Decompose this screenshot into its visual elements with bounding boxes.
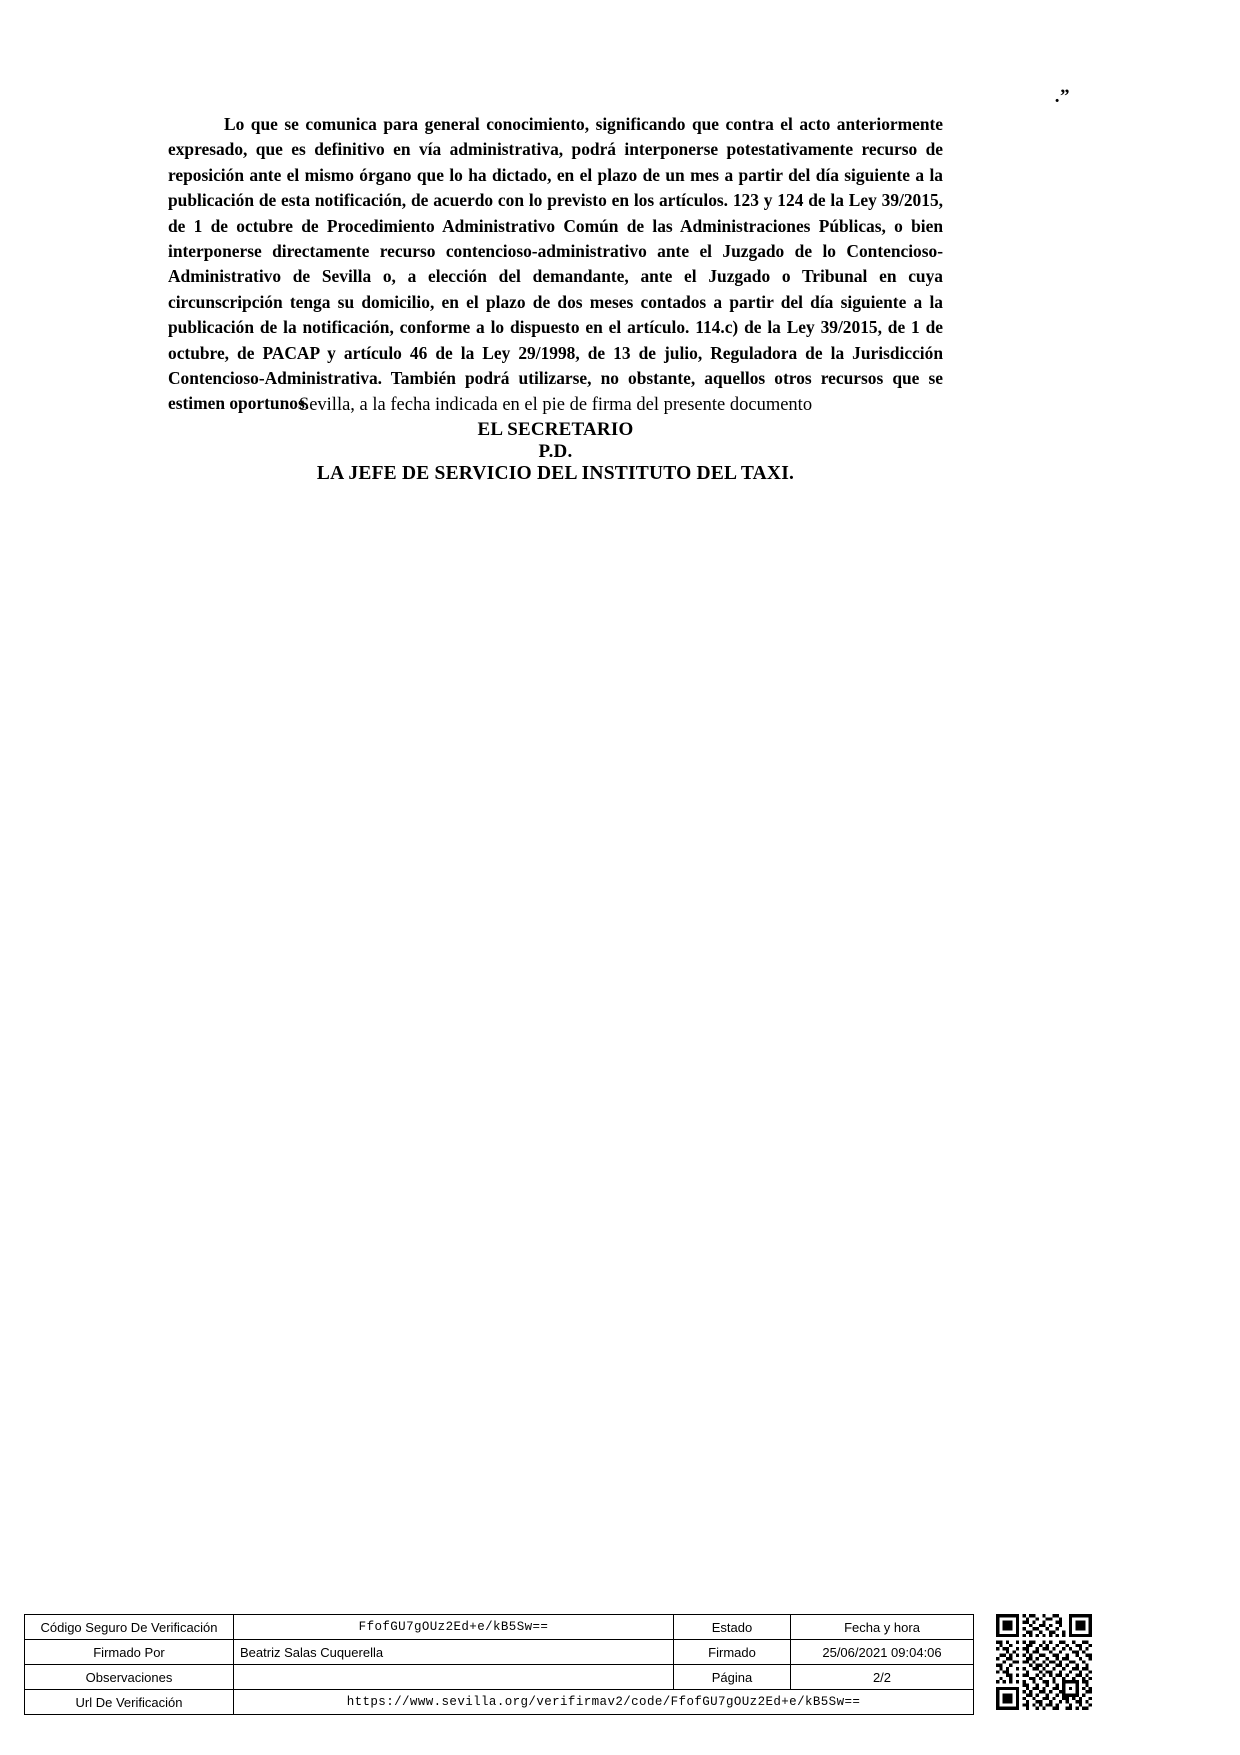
signature-title: LA JEFE DE SERVICIO DEL INSTITUTO DEL TAXI. [316,463,795,484]
label-observations: Observaciones [25,1665,234,1690]
table-row [25,1615,974,1640]
label-signed-by: Firmado Por [25,1640,234,1665]
qr-code-icon [996,1614,1092,1710]
value-state: Firmado [674,1640,791,1665]
label-state: Estado [674,1615,791,1640]
place-and-date: Sevilla, a la fecha indicada en el pie de firma del presente documento [298,395,813,415]
table-row [25,1640,974,1665]
signature-delegation: P.D. [538,441,573,462]
table-row [25,1665,974,1690]
value-csv: FfofGU7gOUz2Ed+e/kB5Sw== [234,1615,674,1640]
value-verification-url: https://www.sevilla.org/verifirmav2/code/FfofGU7gOUz2Ed+e/kB5Sw== [234,1690,974,1715]
table-row [25,1690,974,1715]
verification-footer [24,1614,1216,1722]
signature-block [168,419,943,485]
verification-table [24,1614,974,1715]
main-paragraph: Lo que se comunica para general conocimiento, significando que contra el acto anteriormente expresado, que es definitivo en vía administrativa, podrá interponerse potestativamente recurso de reposición ante el mismo órgano que lo ha dictado, en el plazo de un mes a partir del día siguiente a la publicación de esta notificación, de acuerdo con lo previsto en los artículos. 123 y 124 de la Ley 39/2015, de 1 de octubre de Procedimiento Administrativo Común de las Administraciones Públicas, o bien interponerse directamente recurso contencioso-administrativo ante el Juzgado de lo Contencioso-Administrativo de Sevilla o, a elección del demandante, ante el Juzgado o Tribunal en cuya circunscripción tenga su domicilio, en el plazo de dos meses contados a partir del día siguiente a la publicación de la notificación, conforme a lo dispuesto en el artículo. 114.c) de la Ley 39/2015, de 1 de octubre, de PACAP y artículo 46 de la Ley 29/1998, de 13 de julio, Reguladora de la Jurisdicción Contencioso-Administrativa. También podrá utilizarse, no obstante, aquellos otros recursos que se estimen oportunos. [168,114,943,414]
value-datetime: 25/06/2021 09:04:06 [791,1640,974,1665]
signature-role: EL SECRETARIO [477,419,634,440]
value-signed-by: Beatriz Salas Cuquerella [234,1640,674,1665]
label-csv: Código Seguro De Verificación [25,1615,234,1640]
label-datetime: Fecha y hora [791,1615,974,1640]
value-page: 2/2 [791,1665,974,1690]
label-page: Página [674,1665,791,1690]
closing-quote: .” [1054,86,1070,107]
value-observations [234,1665,674,1690]
label-verification-url: Url De Verificación [25,1690,234,1715]
